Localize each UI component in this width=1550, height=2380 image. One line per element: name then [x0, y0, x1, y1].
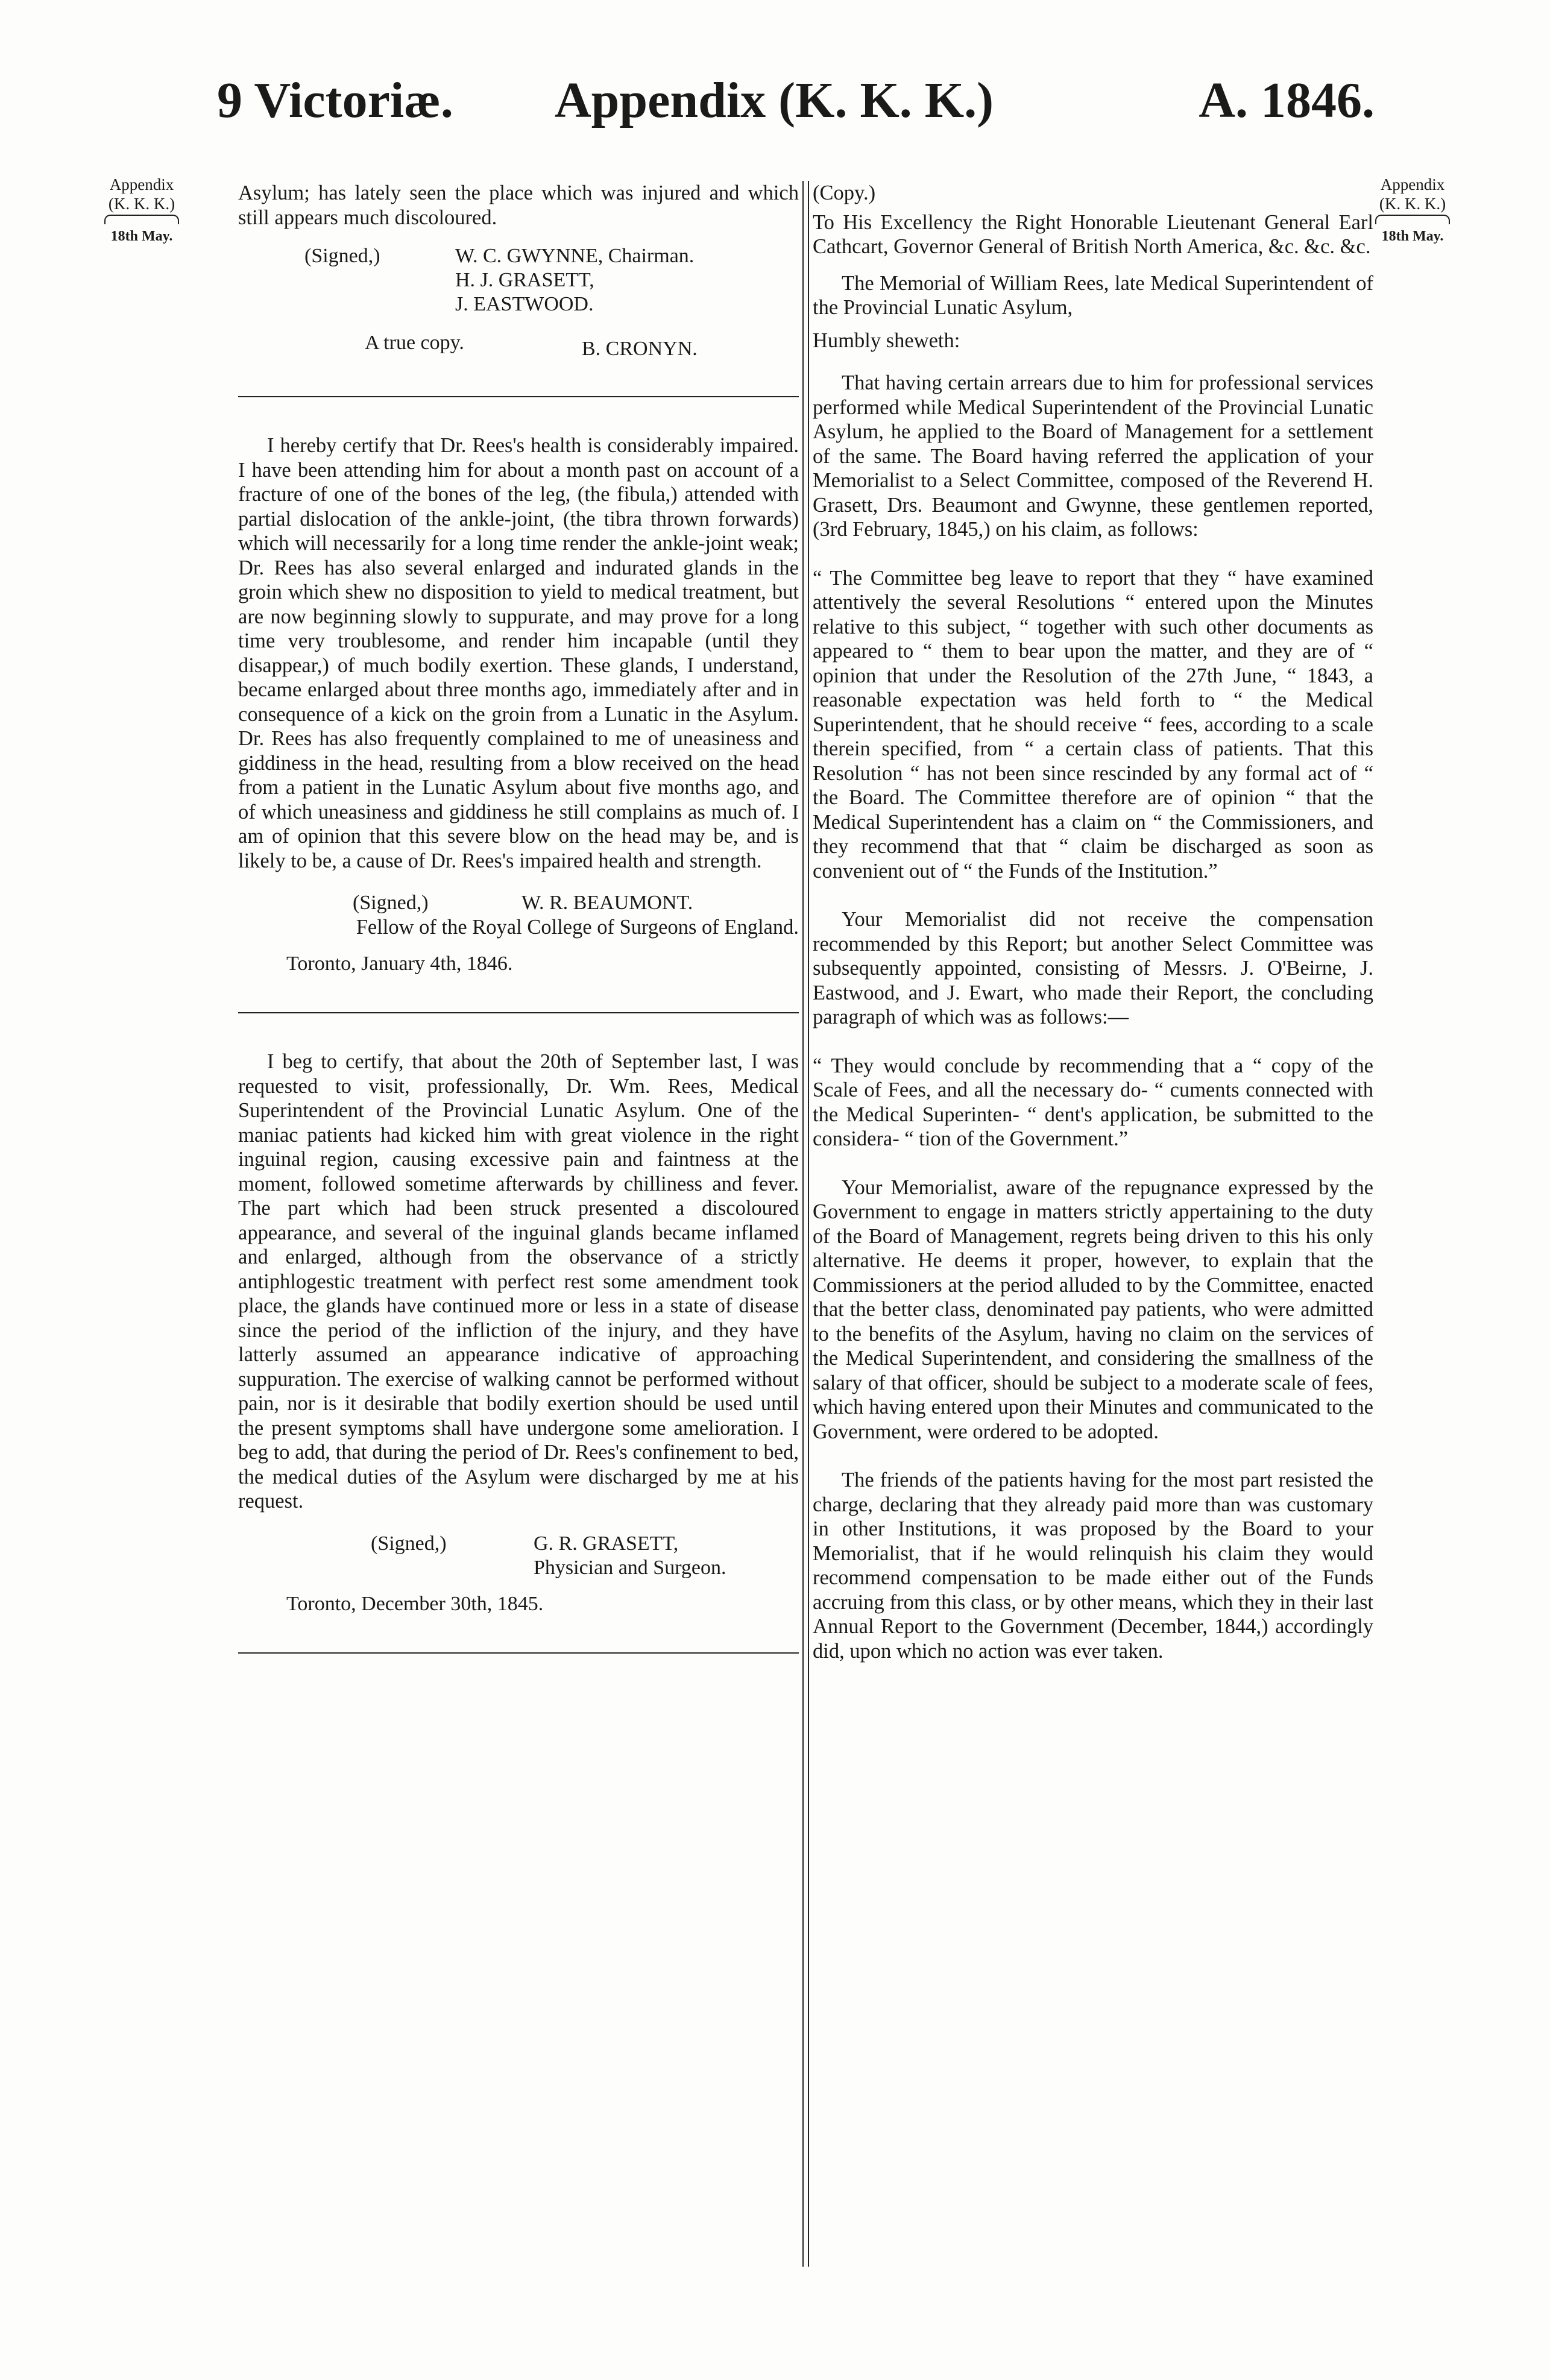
section-rule	[238, 1652, 799, 1654]
margin-note-label-code: (K. K. K.)	[108, 195, 175, 213]
memorial-paragraph-4: The friends of the patients having for the most part resisted the charge, declaring that they already paid more than was customary in other Institutions, it was proposed by the Board to your Memorialist, that if he would relinquish his claim they would recommend compensation to be made either out of the Funds accruing from this class, or by other means, which they in their last Annual Report to the Government (December, 1844,) accordingly did, upon which no action was ever taken.	[813, 1469, 1373, 1663]
header-year: A. 1846.	[1199, 72, 1375, 128]
left-column	[238, 181, 799, 1690]
asylum-continuation: Asylum; has lately seen the place which was injured and which still appears much discoloured.	[238, 181, 799, 229]
margin-note-right	[1367, 175, 1458, 246]
margin-note-label-code: (K. K. K.)	[1379, 195, 1446, 213]
humbly-sheweth: Humbly sheweth:	[813, 329, 960, 352]
signatory-grasett: H. J. GRASETT,	[455, 269, 594, 291]
margin-note-label: Appendix	[109, 175, 174, 194]
brace-divider	[104, 215, 179, 224]
signed-label: (Signed,)	[304, 245, 380, 267]
beaumont-certificate: I hereby certify that Dr. Rees's health is considerably impaired. I have been attending him for about a month past on account of a fracture of one of the bones of the leg, (the fibula,) attended with partial dislocation of the ankle-joint, (the tibra thrown forwards) which will necessarily for a long time render the ankle-joint weak; Dr. Rees has also several enlarged and indurated glands in the groin which shew no disposition to yield to medical treatment, but are now beginning slowly to suppurate, and may prove for a long time very troublesome, and render him incapable (until they disappear,) of much bodily exertion. These glands, I understand, became enlarged about three months ago, immediately after and in consequence of a kick on the groin from a Lunatic in the Asylum. Dr. Rees has also frequently complained to me of uneasiness and giddiness in the head, resulting from a blow received on the head from a patient in the Lunatic Asylum about five months ago, and of which uneasiness and giddiness he still complains as much of. I am of opinion that this severe blow on the head may be, and is likely to be, a cause of Dr. Rees's impaired health and strength.	[238, 434, 799, 872]
address-to-governor: To His Excellency the Right Honorable Lieutenant General Earl Cathcart, Governor General of British North America, &c. &c. &c.	[813, 210, 1373, 258]
page-header	[217, 71, 1375, 137]
header-appendix: Appendix (K. K. K.)	[555, 72, 994, 128]
memorial-paragraph-2: Your Memorialist did not receive the compensation recommended by this Report; but another Select Committee was subsequently appointed, consisting of Messrs. J. O'Beirne, J. Eastwood, and J. Ewart, who made their Report, the concluding paragraph of which was as follows:—	[813, 908, 1373, 1028]
second-committee-quote: “ They would conclude by recommending that a “ copy of the Scale of Fees, and all the necessary do- “ cuments connected with the Medical Superinten- “ dent's application, be submitted to the considera- “ tion of the Government.”	[813, 1054, 1373, 1150]
signed-label: (Signed,)	[353, 892, 429, 914]
signature-block-2	[238, 891, 799, 915]
memorial-paragraph-1: That having certain arrears due to him for professional services performed while Medical Superintendent of the Provincial Lunatic Asylum, he applied to the Board of Management for a settlement of the same. The Board having referred the application of your Memorialist to a Select Committee, composed of the Reverend H. Grasett, Drs. Beaumont and Gwynne, these gentlemen reported, (3rd February, 1845,) on his claim, as follows:	[813, 371, 1373, 541]
signatory-eastwood: J. EASTWOOD.	[455, 293, 594, 315]
true-copy-signatory: B. CRONYN.	[582, 338, 698, 360]
place-date: Toronto, January 4th, 1846.	[286, 952, 513, 975]
signatory-beaumont: W. R. BEAUMONT.	[521, 892, 693, 914]
signature-block-1	[238, 244, 799, 268]
place-date: Toronto, December 30th, 1845.	[286, 1592, 544, 1615]
memorial-intro: The Memorial of William Rees, late Medical Superintendent of the Provincial Lunatic Asylum,	[813, 271, 1373, 319]
brace-divider	[1375, 215, 1450, 224]
column-divider	[802, 181, 809, 2267]
signatory-gwynne: W. C. GWYNNE, Chairman.	[455, 245, 695, 267]
signed-label: (Signed,)	[371, 1532, 447, 1555]
signature-block-3	[238, 1532, 799, 1556]
section-rule	[238, 1012, 799, 1013]
signatory-grasett: G. R. GRASETT,	[534, 1532, 679, 1555]
memorial-paragraph-3: Your Memorialist, aware of the repugnance expressed by the Government to engage in matters strictly appertaining to the duty of the Board of Management, regrets being driven to this his only alternative. He deems it proper, however, to explain that the Commissioners at the period alluded to by the Committee, enacted that the better class, denominated pay patients, who were admitted to the benefits of the Asylum, having no claim on the services of the Medical Superintendent, and considering the smallness of the salary of that officer, should be subject to a moderate scale of fees, which having entered upon their Minutes and communicated to the Government, were ordered to be adopted.	[813, 1176, 1373, 1443]
grasett-certificate: I beg to certify, that about the 20th of September last, I was requested to visit, professionally, Dr. Wm. Rees, Medical Superintendent of the Provincial Lunatic Asylum. One of the maniac patients had kicked him with great violence in the right inguinal region, causing excessive pain and faintness at the moment, followed sometime afterwards by chilliness and fever. The part which had been struck presented a discoloured appearance, and several of the inguinal glands became inflamed and enlarged, although from the observance of a strictly antiphlogestic treatment with perfect rest some amendment took place, the glands have continued more or less in a state of disease since the period of the infliction of the injury, and they have latterly assumed an appearance indicative of approaching suppuration. The exercise of walking cannot be performed without pain, nor is it desirable that bodily exertion should be used until the present symptoms shall have undergone some amelioration. I beg to add, that during the period of Dr. Rees's confinement to bed, the medical duties of the Asylum were discharged by me at his request.	[238, 1050, 799, 1513]
right-column	[813, 181, 1373, 1687]
signatory-title: Fellow of the Royal College of Surgeons of England.	[356, 916, 799, 939]
true-copy-label: A true copy.	[365, 332, 464, 354]
section-rule	[238, 396, 799, 397]
margin-note-date: 18th May.	[1381, 228, 1444, 244]
margin-note-label: Appendix	[1380, 175, 1445, 194]
margin-note-date: 18th May.	[110, 228, 173, 244]
signatory-title: Physician and Surgeon.	[534, 1556, 726, 1579]
committee-report-quote: “ The Committee beg leave to report that they “ have examined attentively the several Resolutions “ entered upon the Minutes relative to this subject, “ together with such other documents as appeared to “ them to bear upon the matter, and they are of “ opinion that under the Resolution of the 27th June, “ 1843, a reasonable expectation was held forth to “ the Medical Superintendent, that he should receive “ fees, according to a scale therein specified, from “ a certain class of patients. That this Resolution “ has not been since rescinded by any formal act of “ the Board. The Committee therefore are of opinion “ that the Medical Superintendent has a claim on “ the Commissioners, and they recommend that that “ claim be discharged as soon as convenient out of “ the Funds of the Institution.”	[813, 566, 1373, 883]
margin-note-left	[96, 175, 187, 246]
header-session: 9 Victoriæ.	[217, 72, 453, 128]
true-copy-attestation	[238, 331, 799, 360]
copy-label: (Copy.)	[813, 181, 876, 204]
